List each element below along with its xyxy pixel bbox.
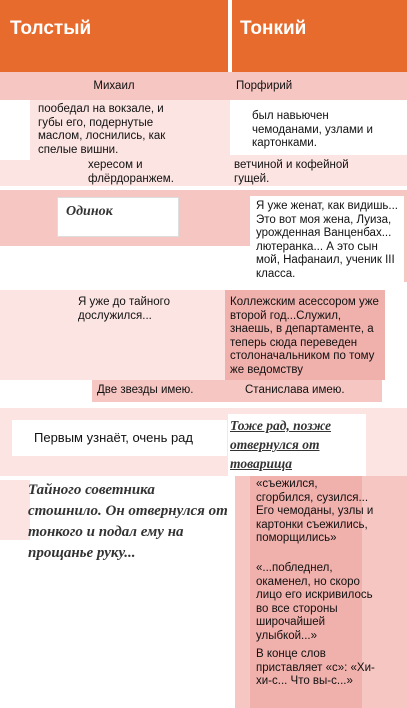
awards-left: Две звезды имею. <box>97 384 194 396</box>
final-right-2: «...побледнел, окаменел, но скоро лицо его искривилось во все стороны широчайшей улыбкой...» <box>256 562 373 642</box>
column-title-thin: Тонкий <box>240 18 307 39</box>
food-left-bottom: хересом и флёрдоранжем. <box>88 159 174 185</box>
final-right-3: В конце слов приставляет «с»: «Хи-хи-с... Что вы-с...» <box>256 648 375 687</box>
family-left: Одинок <box>66 204 113 219</box>
food-left-top: пообедал на вокзале, и губы его, подернутые маслом, лоснились, как спелые вишни. <box>38 103 166 156</box>
food-right-top: был навьючен чемоданами, узлами и картонками. <box>252 110 373 149</box>
lt-block <box>0 480 30 540</box>
family-right: Я уже женат, как видишь... Это вот моя жена, Луиза, урожденная Ванценбах... лютеранка... А это сын мой, Нафанаил, ученик III класса. <box>256 200 399 280</box>
awards-right: Станислава имею. <box>245 384 345 396</box>
final-right-1: «съежился, сгорбился, сузился... Его чемоданы, узлы и картонки съежились, поморщились» <box>256 478 374 544</box>
name-right: Порфирий <box>236 80 293 92</box>
name-left: Михаил <box>93 80 135 92</box>
white-block <box>0 246 250 282</box>
food-right-bottom: ветчиной и кофейной гущей. <box>234 159 349 185</box>
greeting-left: Первым узнаёт, очень рад <box>34 430 193 445</box>
white-block <box>385 290 407 380</box>
header-left <box>0 0 228 72</box>
final-left: Тайного советника стошнило. Он отвернулся от тонкого и подал ему на прощанье руку... <box>28 482 228 561</box>
header-right <box>232 0 407 72</box>
career-left: Я уже до тайного дослужился... <box>78 296 171 322</box>
family-left-box <box>57 197 179 237</box>
gap-block <box>0 100 30 160</box>
career-right: Коллежским асессором уже второй год...Служил, знаешь, в департаменте, а теперь сюда переведен столоначальником по тому же ведомству <box>230 296 379 376</box>
column-title-fat: Толстый <box>10 18 92 39</box>
greeting-right: Тоже рад, позже отвернулся от товарища <box>230 418 331 471</box>
